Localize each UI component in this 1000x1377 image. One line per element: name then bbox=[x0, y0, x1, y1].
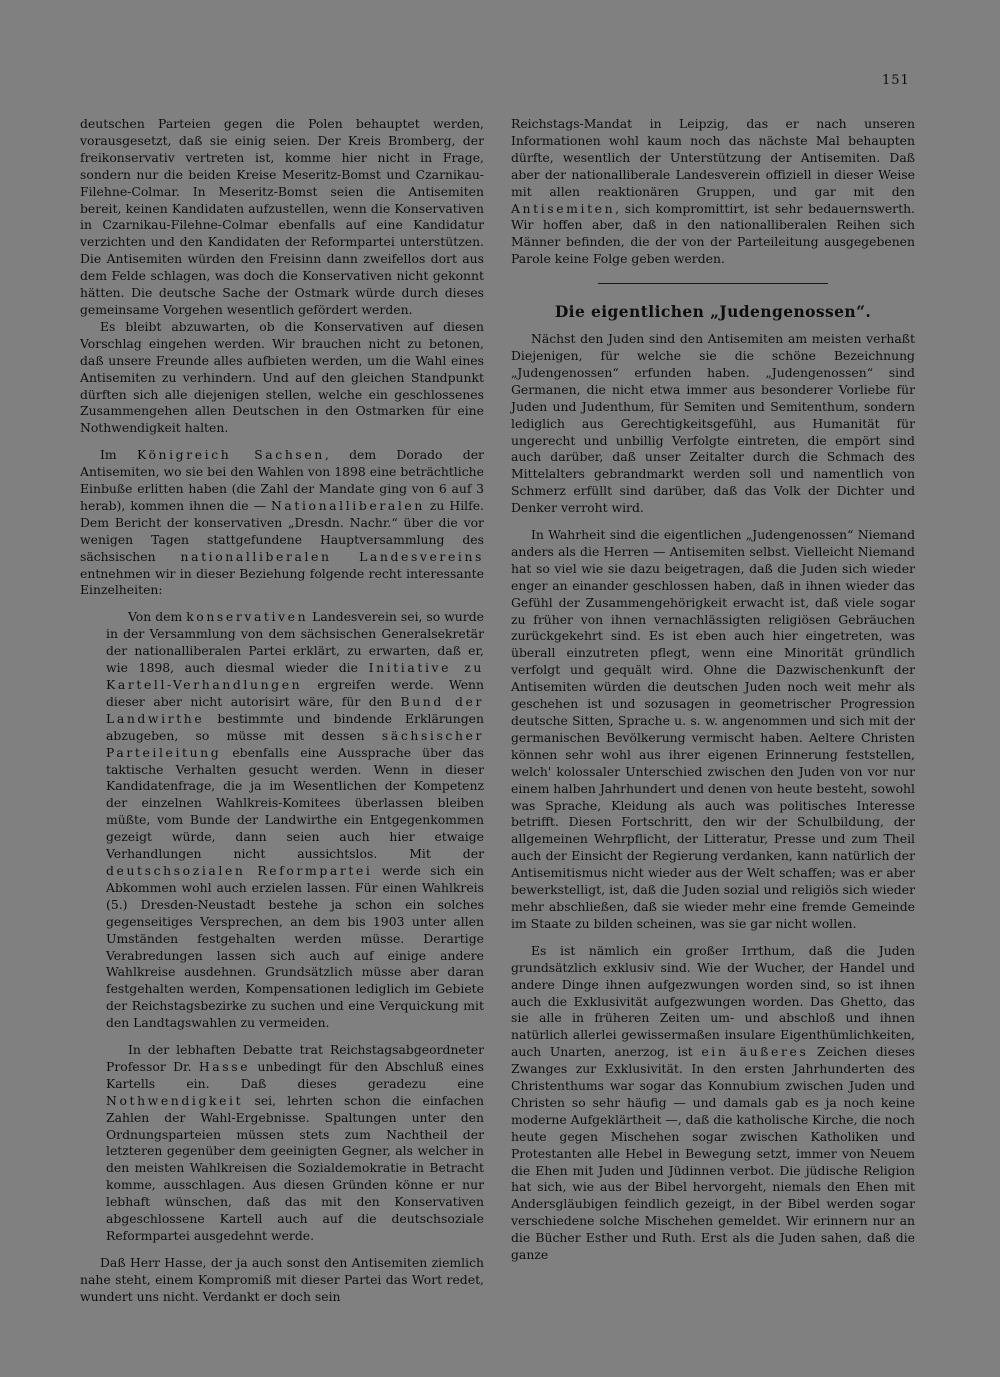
spaced-emphasis: Initiative zu Kartell-Verhandlungen bbox=[106, 660, 484, 692]
spaced-emphasis: ein äußeres bbox=[701, 1044, 809, 1060]
right-paragraph-1: Reichstags-Mandat in Leipzig, das er nach unseren Informationen wohl kaum noch das nächste Mal behaupten dürfte, wesentlich der Unterstützung der Antisemiten. Daß aber der nationalliberale Landesverein offiziell in dieser Weise mit allen reaktionären Gruppen, und gar mit den Antisemiten, sich kompromittirt, ist sehr bedauernswerth. Wir hoffen aber, daß in den nationalliberalen Reihen sich Männer befinden, die der von der Parteileitung ausgegebenen Parole keine Folge geben werden. bbox=[511, 116, 915, 267]
quote-paragraph-1: Von dem konservativen Landesverein sei, so wurde in der Versammlung von dem sächsischen Generalsekretär der nationalliberalen Partei erklärt, zu erwarten, daß er, wie 1898, auch diesmal wieder die Initiative zu Kartell-Verhandlungen ergreifen werde. Wenn dieser aber nicht autorisirt wäre, für den Bund der Landwirthe bestimmte und bindende Erklärungen abzugeben, so müsse mit dessen sächsischer Parteileitung ebenfalls eine Aussprache über das taktische Verhalten gesucht werden. Wenn in dieser Kandidatenfrage, die ja im Wesentlichen der Kompetenz der einzelnen Wahlkreis-Komitees überlassen bleiben müßte, vom Bunde der Landwirthe ein Entgegenkommen gezeigt würde, dann seien auch hier etwaige Verhandlungen nicht aussichtslos. Mit der deutschsozialen Reformpartei werde sich ein Abkommen wohl auch erzielen lassen. Für einen Wahlkreis (5.) Dresden-Neustadt bestehe ja schon ein solches gegenseitiges Versprechen, an dem bis 1903 unter allen Umständen festgehalten werden müsse. Derartige Verabredungen lassen sich auch auf einige andere Wahlkreise ausdehnen. Grundsätzlich müsse aber daran festgehalten werden, Kompensationen lediglich im Gebiete der Reichstagsbezirke zu suchen und eine Verquickung mit den Landtagswahlen zu vermeiden. bbox=[106, 609, 484, 1031]
spaced-emphasis: Hasse bbox=[198, 1058, 251, 1074]
spaced-emphasis: Bund der Landwirthe bbox=[106, 693, 484, 726]
spaced-emphasis: Königreich Sachsen bbox=[136, 447, 325, 463]
section-divider bbox=[598, 283, 828, 284]
spaced-emphasis: sächsischer Parteileitung bbox=[106, 727, 484, 760]
right-paragraph-3: In Wahrheit sind die eigentlichen „Judengenossen“ Niemand anders als die Herren — Antisemiten selbst. Vielleicht Niemand hat so viel wie sie dazu beigetragen, daß die Juden sich wieder enger an einander geschlossen haben, daß in ihnen wieder das Gefühl der Zusammengehörigkeit erwacht ist, daß viele sogar zu früher von ihnen vernachlässigten religiösen Gebräuchen zurückgekehrt sind. Es ist eben auch hier eingetreten, was überall einzutreten pflegt, wenn eine Minorität gründlich verfolgt und gequält wird. Ohne die Dazwischenkunft der Antisemiten würden die deutschen Juden noch weit mehr als geschehen ist und sozusagen in geometrischer Progression deutsche Sitten, Sprache u. s. w. angenommen und sich mit der germanischen Bevölkerung vermischt haben. Aeltere Christen können sehr wohl aus ihrer eigenen Erinnerung feststellen, welch' kolossaler Unterschied zwischen den Juden von vor nur einem halben Jahrhundert und denen von heute besteht, sowohl was Sprache, Kleidung als auch was politisches Interesse betrifft. Diesen Fortschritt, den wir der Schulbildung, der allgemeinen Wehrpflicht, der Litteratur, Presse und zum Theil auch der Einsicht der Regierung verdanken, kann natürlich der Antisemitismus nicht wieder aus der Welt schaffen; was er aber bewerkstelligt, ist, daß die Juden sozial und religiös sich wieder mehr abschließen, daß sie wieder mehr eine fremde Gemeinde im Staate zu bilden scheinen, was sie gar nicht wollen. bbox=[511, 527, 915, 931]
quote-paragraph-2: In der lebhaften Debatte trat Reichstagsabgeordneter Professor Dr. Hasse unbedingt für den Abschluß eines Kartells ein. Daß dieses geradezu eine Nothwendigkeit sei, lehrten schon die einfachen Zahlen der Wahl-Ergebnisse. Spaltungen unter den Ordnungsparteien müssen stets zum Nachtheil der letzteren gegenüber dem geeinigten Gegner, als welcher in den meisten Wahlkreisen die Sozialdemokratie in Betracht komme, ausschlagen. Aus diesen Gründen könne er nur lebhaft wünschen, daß das mit den Konservativen abgeschlossene Kartell auch auf die deutschsoziale Reformpartei ausgedehnt werde. bbox=[106, 1042, 484, 1243]
section-heading: Die eigentlichen „Judengenossen“. bbox=[554, 302, 872, 322]
spaced-emphasis: nationalliberalen Landesvereins bbox=[180, 548, 484, 564]
spaced-emphasis: Nationalliberalen bbox=[270, 497, 425, 513]
right-paragraph-4: Es ist nämlich ein großer Irrthum, daß die Juden grundsätzlich exklusiv sind. Wie der Wucher, der Handel und andere Dinge ihnen aufgezwungen worden sind, so ist ihnen auch die Exklusivität aufgezwungen worden. Das Ghetto, das sie alle in früheren Zeiten um- und abschloß und ihnen natürlich allerlei gewissermaßen insulare Eigenthümlichkeiten, auch Unarten, anerzog, ist ein äußeres Zeichen dieses Zwanges zur Exklusivität. In den ersten Jahrhunderten des Christenthums war sogar das Konnubium zwischen Juden und Christen so sehr häufig — und damals gab es ja noch keine moderne Aufgeklärtheit —, daß die katholische Kirche, die noch heute gegen Mischehen sogar zwischen Katholiken und Protestanten alle Hebel in Bewegung setzt, immer von Neuem die Ehen mit Juden und Jüdinnen verbot. Die jüdische Religion hat sich, wie aus der Bibel hervorgeht, niemals den Ehen mit Andersgläubigen feindlich gezeigt, in der Bibel werden sogar verschiedene solche Mischehen gemeldet. Wir erinnern nur an die Bücher Esther und Ruth. Erst als die Juden sahen, daß die ganze bbox=[511, 942, 915, 1263]
left-paragraph-saxony: Im Königreich Sachsen, dem Dorado der Antisemiten, wo sie bei den Wahlen von 1898 eine beträchtliche Einbuße erlitten haben (die Zahl der Mandate ging von 6 auf 3 herab), kommen ihnen die — Nationalliberalen zu Hilfe. Dem Bericht der konservativen „Dresdn. Nachr.“ über die vor wenigen Tagen stattgefundene Hauptversammlung des sächsischen nationalliberalen Landesvereins entnehmen wir in dieser Beziehung folgende recht interessante Einzelheiten: bbox=[80, 447, 485, 598]
left-paragraph-hasse: Daß Herr Hasse, der ja auch sonst den Antisemiten ziemlich nahe steht, einem Kompromiß mit dieser Partei das Wort redet, wundert uns nicht. Verdankt er doch sein bbox=[80, 1254, 484, 1304]
spaced-emphasis: deutschsozialen Reformpartei bbox=[106, 862, 373, 878]
spaced-emphasis: Nothwendigkeit bbox=[106, 1092, 244, 1108]
right-column bbox=[511, 116, 915, 1264]
left-column bbox=[80, 116, 484, 1306]
left-paragraph-1: deutschen Parteien gegen die Polen behauptet werden, vorausgesetzt, daß sie einig seien. Der Kreis Bromberg, der freikonservativ vertreten ist, komme hier nicht in Frage, sondern nur die beiden Kreise Meseritz-Bomst und Czarnikau-Filehne-Colmar. In Meseritz-Bomst seien die Antisemiten bereit, keinen Kandidaten aufzustellen, wenn die Konservativen in Czarnikau-Filehne-Colmar ebenfalls auf eine Kandidatur verzichten und den Kandidaten der Reformpartei unterstützen. Die Antisemiten würden den Freisinn dann zweifellos dort aus dem Felde schlagen, was doch die Konservativen nicht gekonnt hätten. Die deutsche Sache der Ostmark würde durch dieses gemeinsame Vorgehen wesentlich gefördert werden. bbox=[80, 116, 484, 317]
right-paragraph-2: Nächst den Juden sind den Antisemiten am meisten verhaßt Diejenigen, für welche sie die schöne Bezeichnung „Judengenossen“ erfunden haben. „Judengenossen“ sind Germanen, die nicht etwa immer aus besonderer Vorliebe für Juden und Judenthum, für Semiten und Semitenthum, sondern lediglich aus Gerechtigkeitsgefühl, aus Humanität für ungerecht und unbillig Verfolgte eintreten, die empört sind auch darüber, daß unser Zeitalter durch die Schmach des Mittelalters gebrandmarkt werden soll und namentlich von Schmerz erfüllt sind darüber, daß das Volk der Dichter und Denker verroht wird. bbox=[511, 331, 915, 516]
left-paragraph-2: Es bleibt abzuwarten, ob die Konservativen auf diesen Vorschlag eingehen werden. Wir brauchen nicht zu betonen, daß unsere Freunde alles aufbieten werden, um die Wahl eines Antisemiten zu verhindern. Und auf den gleichen Standpunkt dürften sich alle diejenigen stellen, welche ein geschlossenes Zusammengehen allen Deutschen in den Ostmarken für eine Nothwendigkeit halten. bbox=[80, 318, 484, 436]
page-number: 151 bbox=[882, 73, 910, 88]
spaced-emphasis: konservativen bbox=[186, 609, 309, 625]
spaced-emphasis: Antisemiten bbox=[511, 200, 616, 216]
